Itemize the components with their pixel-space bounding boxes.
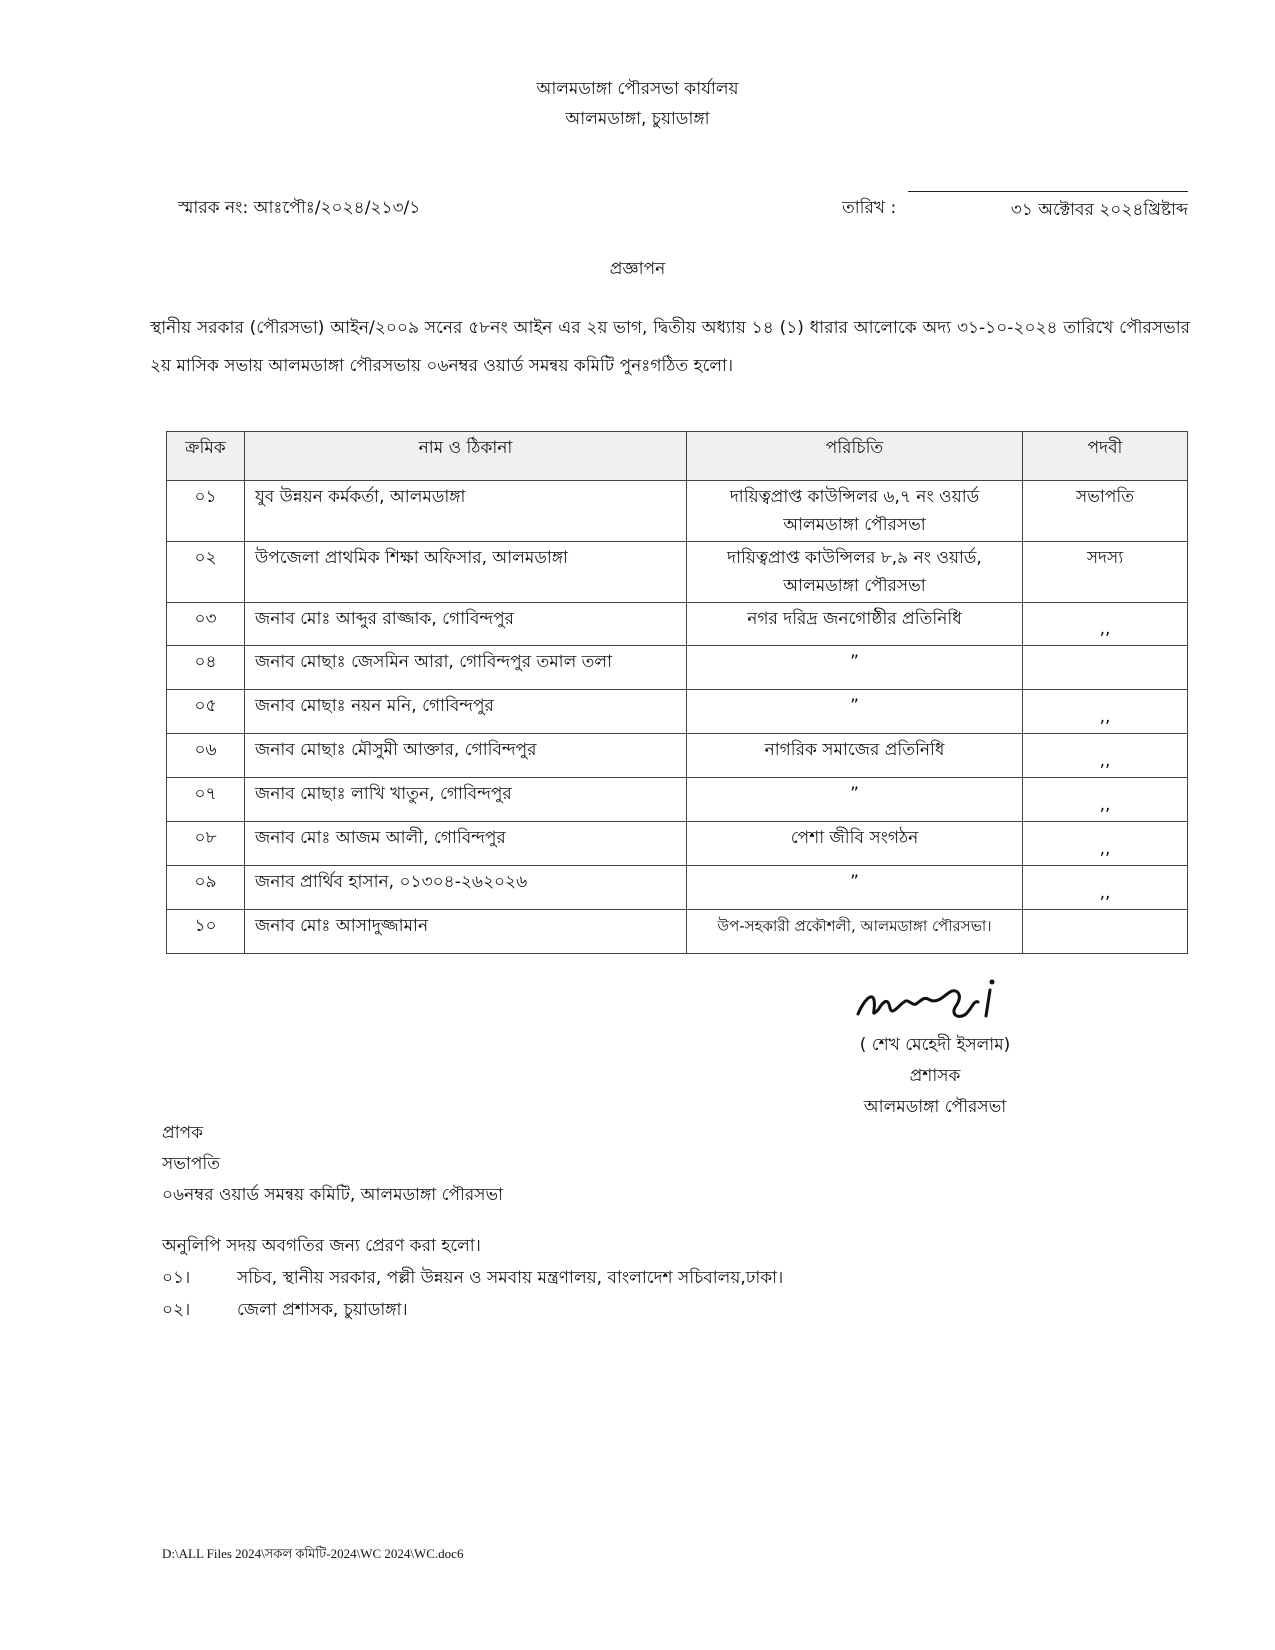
cell-identity: উপ-সহকারী প্রকৌশলী, আলমডাঙ্গা পৌরসভা। <box>687 910 1023 954</box>
list-item <box>162 1262 783 1294</box>
table-row <box>167 603 1188 646</box>
table-row <box>167 822 1188 866</box>
cell-designation: ,, <box>1023 866 1188 910</box>
cell-designation: সভাপতি <box>1023 481 1188 542</box>
cell-name: জনাব মোছাঃ মৌসুমী আক্তার, গোবিন্দপুর <box>245 734 687 778</box>
table-row <box>167 910 1188 954</box>
date-underline <box>908 191 1188 192</box>
cell-serial: ০৪ <box>167 646 245 690</box>
list-item <box>162 1294 783 1326</box>
cell-serial: ১০ <box>167 910 245 954</box>
cell-identity: নাগরিক সমাজের প্রতিনিধি <box>687 734 1023 778</box>
cell-identity: পেশা জীবি সংগঠন <box>687 822 1023 866</box>
signature-graphic <box>850 970 1030 1030</box>
cell-designation: ,, <box>1023 734 1188 778</box>
cell-serial: ০৭ <box>167 778 245 822</box>
cell-serial: ০১ <box>167 481 245 542</box>
table-row <box>167 542 1188 603</box>
signatory-org: আলমডাঙ্গা পৌরসভা <box>863 1097 1007 1117</box>
table-row <box>167 481 1188 542</box>
table-row <box>167 778 1188 822</box>
cell-name: উপজেলা প্রাথমিক শিক্ষা অফিসার, আলমডাঙ্গা <box>245 542 687 603</box>
cell-serial: ০৯ <box>167 866 245 910</box>
cell-serial: ০৫ <box>167 690 245 734</box>
cell-name: জনাব মোছাঃ নয়ন মনি, গোবিন্দপুর <box>245 690 687 734</box>
table-row <box>167 734 1188 778</box>
cell-name: জনাব মোছাঃ জেসমিন আরা, গোবিন্দপুর তমাল তলা <box>245 646 687 690</box>
notice-title: প্রজ্ঞাপন <box>609 259 666 279</box>
committee-table <box>166 431 1188 954</box>
signatory-name: ( শেখ মেহেদী ইসলাম) <box>859 1035 1011 1055</box>
cell-name: জনাব মোঃ আজম আলী, গোবিন্দপুর <box>245 822 687 866</box>
table-row <box>167 866 1188 910</box>
copy-text: জেলা প্রশাসক, চুয়াডাঙ্গা। <box>237 1300 408 1320</box>
cell-serial: ০২ <box>167 542 245 603</box>
col-header-designation: পদবী <box>1023 432 1188 481</box>
cell-identity: ” <box>687 646 1023 690</box>
cell-name: জনাব মোঃ আসাদুজ্জামান <box>245 910 687 954</box>
signatory-block <box>830 1030 1040 1123</box>
cell-designation: ,, <box>1023 603 1188 646</box>
cell-designation: ,, <box>1023 690 1188 734</box>
copy-number: ০২। <box>162 1300 191 1320</box>
cell-serial: ০৮ <box>167 822 245 866</box>
memo-number: স্মারক নং: আঃপৌঃ/২০২৪/২১৩/১ <box>178 198 421 218</box>
cell-identity: ” <box>687 690 1023 734</box>
col-header-serial: ক্রমিক <box>167 432 245 481</box>
cell-serial: ০৩ <box>167 603 245 646</box>
table-header-row <box>167 432 1188 481</box>
file-path-footer: D:\ALL Files 2024\সকল কমিটি-2024\WC 2024\WC.doc6 <box>162 1546 464 1561</box>
recipient-committee: ০৬নম্বর ওয়ার্ড সমন্বয় কমিটি, আলমডাঙ্গা পৌরসভা <box>162 1185 504 1205</box>
copy-number: ০১। <box>162 1268 191 1288</box>
table-row <box>167 646 1188 690</box>
cell-identity: ” <box>687 778 1023 822</box>
col-header-identity: পরিচিতি <box>687 432 1023 481</box>
table-row <box>167 690 1188 734</box>
cell-designation <box>1023 646 1188 690</box>
cell-identity: নগর দরিদ্র জনগোষ্ঠীর প্রতিনিধি <box>687 603 1023 646</box>
col-header-name: নাম ও ঠিকানা <box>245 432 687 481</box>
cell-name: যুব উন্নয়ন কর্মকর্তা, আলমডাঙ্গা <box>245 481 687 542</box>
cell-identity: দায়িত্বপ্রাপ্ত কাউন্সিলর ৬,৭ নং ওয়ার্ড আলমডাঙ্গা পৌরসভা <box>687 481 1023 542</box>
cell-designation: ,, <box>1023 778 1188 822</box>
cell-name: জনাব মোঃ আব্দুর রাজ্জাক, গোবিন্দপুর <box>245 603 687 646</box>
letterhead <box>0 74 1275 134</box>
office-name: আলমডাঙ্গা পৌরসভা কার্যালয় <box>536 79 739 99</box>
cell-designation: ,, <box>1023 822 1188 866</box>
cell-identity: দায়িত্বপ্রাপ্ত কাউন্সিলর ৮,৯ নং ওয়ার্ড, আলমডাঙ্গা পৌরসভা <box>687 542 1023 603</box>
signatory-title: প্রশাসক <box>909 1066 961 1086</box>
cell-designation: সদস্য <box>1023 542 1188 603</box>
cell-designation <box>1023 910 1188 954</box>
cell-serial: ০৬ <box>167 734 245 778</box>
copies-block <box>162 1230 783 1326</box>
recipient-block <box>162 1118 503 1211</box>
copies-intro: অনুলিপি সদয় অবগতির জন্য প্রেরণ করা হলো। <box>162 1236 481 1256</box>
cell-identity: ” <box>687 866 1023 910</box>
notice-body: স্থানীয় সরকার (পৌরসভা) আইন/২০০৯ সনের ৫৮নং আইন এর ২য় ভাগ, দ্বিতীয় অধ্যায় ১৪ (১) ধারার আলোকে অদ্য ৩১-১০-২০২৪ তারিখে পৌরসভার ২য় মাসিক সভায় আলমডাঙ্গা পৌরসভায় ০৬নম্বর ওয়ার্ড সমন্বয় কমিটি পুনঃগঠিত হলো। <box>150 318 1190 376</box>
cell-name: জনাব প্রার্থিব হাসান, ০১৩০৪-২৬২০২৬ <box>245 866 687 910</box>
date-value: ৩১ অক্টোবর ২০২৪খ্রিষ্টাব্দ <box>1010 200 1188 220</box>
date-label: তারিখ : <box>842 198 897 218</box>
office-location: আলমডাঙ্গা, চুয়াডাঙ্গা <box>565 109 710 129</box>
cell-name: জনাব মোছাঃ লাখি খাতুন, গোবিন্দপুর <box>245 778 687 822</box>
recipient-role: সভাপতি <box>162 1154 220 1174</box>
recipient-label: প্রাপক <box>162 1123 204 1143</box>
copy-text: সচিব, স্থানীয় সরকার, পল্লী উন্নয়ন ও সমবায় মন্ত্রণালয়, বাংলাদেশ সচিবালয়,ঢাকা। <box>237 1268 784 1288</box>
